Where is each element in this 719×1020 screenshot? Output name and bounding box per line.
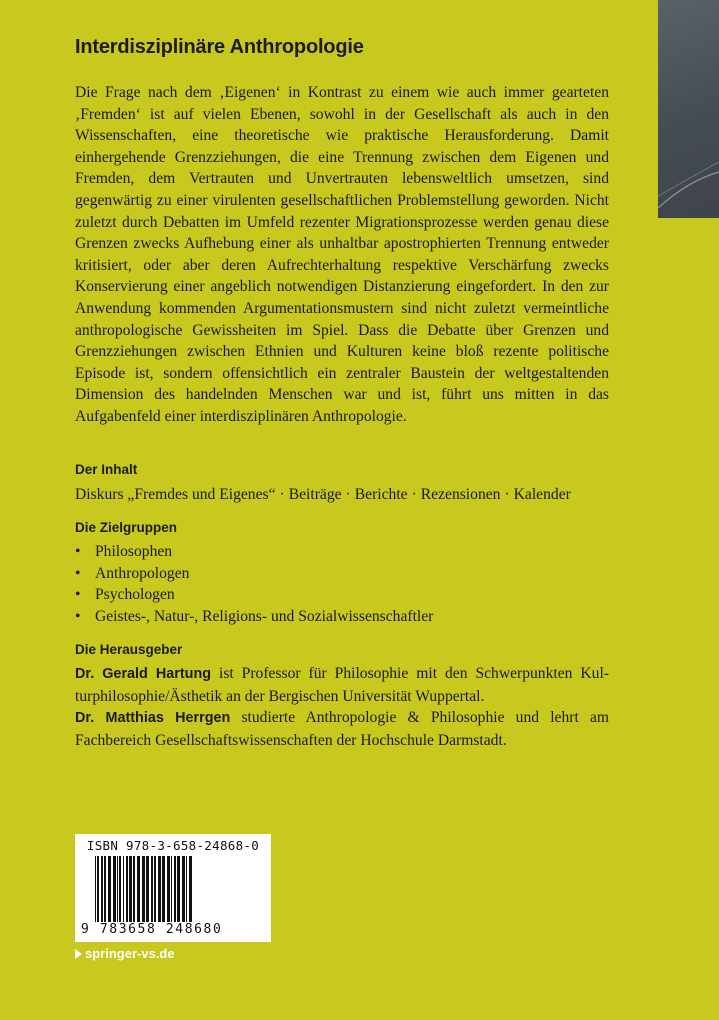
bullet: • — [75, 564, 81, 582]
barcode-bar — [146, 856, 149, 922]
inhalt-separator: · — [345, 486, 351, 503]
inhalt-list — [75, 484, 609, 506]
zielgruppen-list — [75, 541, 433, 627]
arrow-right-icon — [75, 949, 82, 959]
editor-entry — [75, 707, 609, 751]
inhalt-separator: · — [411, 486, 417, 503]
bullet: • — [75, 607, 81, 625]
barcode — [75, 834, 271, 942]
barcode-bar — [95, 856, 96, 922]
series-title: Interdisziplinäre Anthropologie — [75, 36, 364, 58]
barcode-bar — [182, 856, 185, 922]
cover-corner-graphic — [658, 0, 719, 218]
website-link[interactable] — [75, 946, 175, 961]
barcode-bar — [171, 856, 172, 922]
list-item-text: Philosophen — [95, 543, 173, 560]
list-item-text: Geistes-, Natur-, Religions- und Sozialwissenschaftler — [95, 607, 434, 625]
list-item-text: Psychologen — [95, 586, 175, 604]
barcode-bar — [167, 856, 170, 922]
editor-name: Dr. Gerald Hartung — [75, 666, 212, 682]
inhalt-separator: · — [279, 486, 285, 503]
barcode-bar — [158, 856, 161, 922]
barcode-bar — [129, 856, 132, 922]
barcode-bar — [174, 856, 176, 922]
section-heading-herausgeber: Die Herausgeber — [75, 642, 183, 657]
inhalt-item: Rezensionen — [420, 486, 501, 503]
intro-paragraph: Die Frage nach dem ‚Eigenen‘ in Kontrast zu einem wie auch immer gearteten ‚Fremden‘ ist auf vielen Ebenen, sowohl in der Gesellschaft als auch in den Wissenschaften, eine theoretische wie praktische Herausforderung. Damit einhergehende Grenzziehungen, die eine Trennung zwischen dem Eigenen und Fremden, dem Vertrauten und Unvertrauten lebensweltlich umsetzen, sind gegenwärtig zu einer virulenten gesellschaftlichen Problemstellung geworden. Nicht zuletzt durch Debatten im Umfeld rezenter Migrationsprozesse werden genau diese Grenzen zwecks Aufhebung einer als unhaltbar apostrophierten Trennung entweder kritisiert, oder aber deren Aufrechterhaltung respektive Verschärfung zwecks Konservierung einer angeblich notwendigen Distanzierung eingefordert. In den zur Anwendung kommenden Argumentationsmustern sind nicht zuletzt vermeintliche anthropologische Gewissheiten im Spiel. Dass die Debatte über Grenzen und Grenzziehungen zwischen Ethnien und Kulturen keine bloß rezente politische Episode ist, sondern offensichtlich ein zentraler Baustein der weltgestaltenden Dimension des handelnden Menschen war und ist, führt uns mitten in das Aufgabenfeld einer interdisziplinären Anthropologie. — [75, 84, 609, 425]
barcode-bar — [177, 856, 180, 922]
barcode-bar — [151, 856, 153, 922]
isbn-label: ISBN 978-3-658-24868-0 — [86, 838, 260, 853]
barcode-bar — [101, 856, 103, 922]
barcode-bar — [186, 856, 187, 922]
corner-curves — [658, 0, 719, 218]
inhalt-item: Kalender — [513, 486, 571, 503]
barcode-bar — [119, 856, 121, 922]
herausgeber-block — [75, 663, 609, 751]
list-item — [75, 541, 433, 563]
list-item — [75, 563, 433, 585]
list-item — [75, 606, 433, 628]
bullet: • — [75, 543, 81, 560]
editor-entry — [75, 663, 609, 707]
barcode-bar — [126, 856, 128, 922]
website-text: springer-vs.de — [85, 946, 175, 961]
inhalt-item: Beiträge — [288, 486, 342, 503]
barcode-bar — [104, 856, 106, 922]
barcode-digits: 9 783658 248680 — [81, 922, 223, 937]
barcode-bar — [97, 856, 99, 922]
barcode-bar — [154, 856, 156, 922]
inhalt-separator: · — [504, 486, 510, 503]
barcode-bar — [189, 856, 192, 922]
barcode-bars — [95, 856, 253, 922]
barcode-bar — [142, 856, 145, 922]
editor-bio: studierte Anthropologie & Philosophie und lehrt am Fachbereich Gesellschaftswissenschaften der Hochschule Darmstadt. — [75, 709, 609, 749]
barcode-bar — [133, 856, 135, 922]
bullet: • — [75, 586, 81, 604]
barcode-bar — [108, 856, 111, 922]
editor-bio: ist Professor für Philosophie mit den Schwerpunkten Kulturphilosophie/Ästhetik an der Bergischen Universität Wuppertal. — [75, 665, 609, 705]
barcode-bar — [117, 856, 118, 922]
inhalt-item: Berichte — [354, 486, 408, 503]
editor-name: Dr. Matthias Herrgen — [75, 710, 231, 727]
inhalt-item: Diskurs „Fremdes und Eigenes“ — [75, 486, 276, 503]
barcode-bar — [162, 856, 165, 922]
list-item — [75, 584, 433, 606]
barcode-bar — [113, 856, 116, 922]
section-heading-inhalt: Der Inhalt — [75, 462, 138, 477]
section-heading-zielgruppen: Die Zielgruppen — [75, 520, 178, 535]
barcode-bar — [137, 856, 140, 922]
list-item-text: Anthropologen — [95, 564, 190, 582]
barcode-bar — [123, 856, 124, 922]
